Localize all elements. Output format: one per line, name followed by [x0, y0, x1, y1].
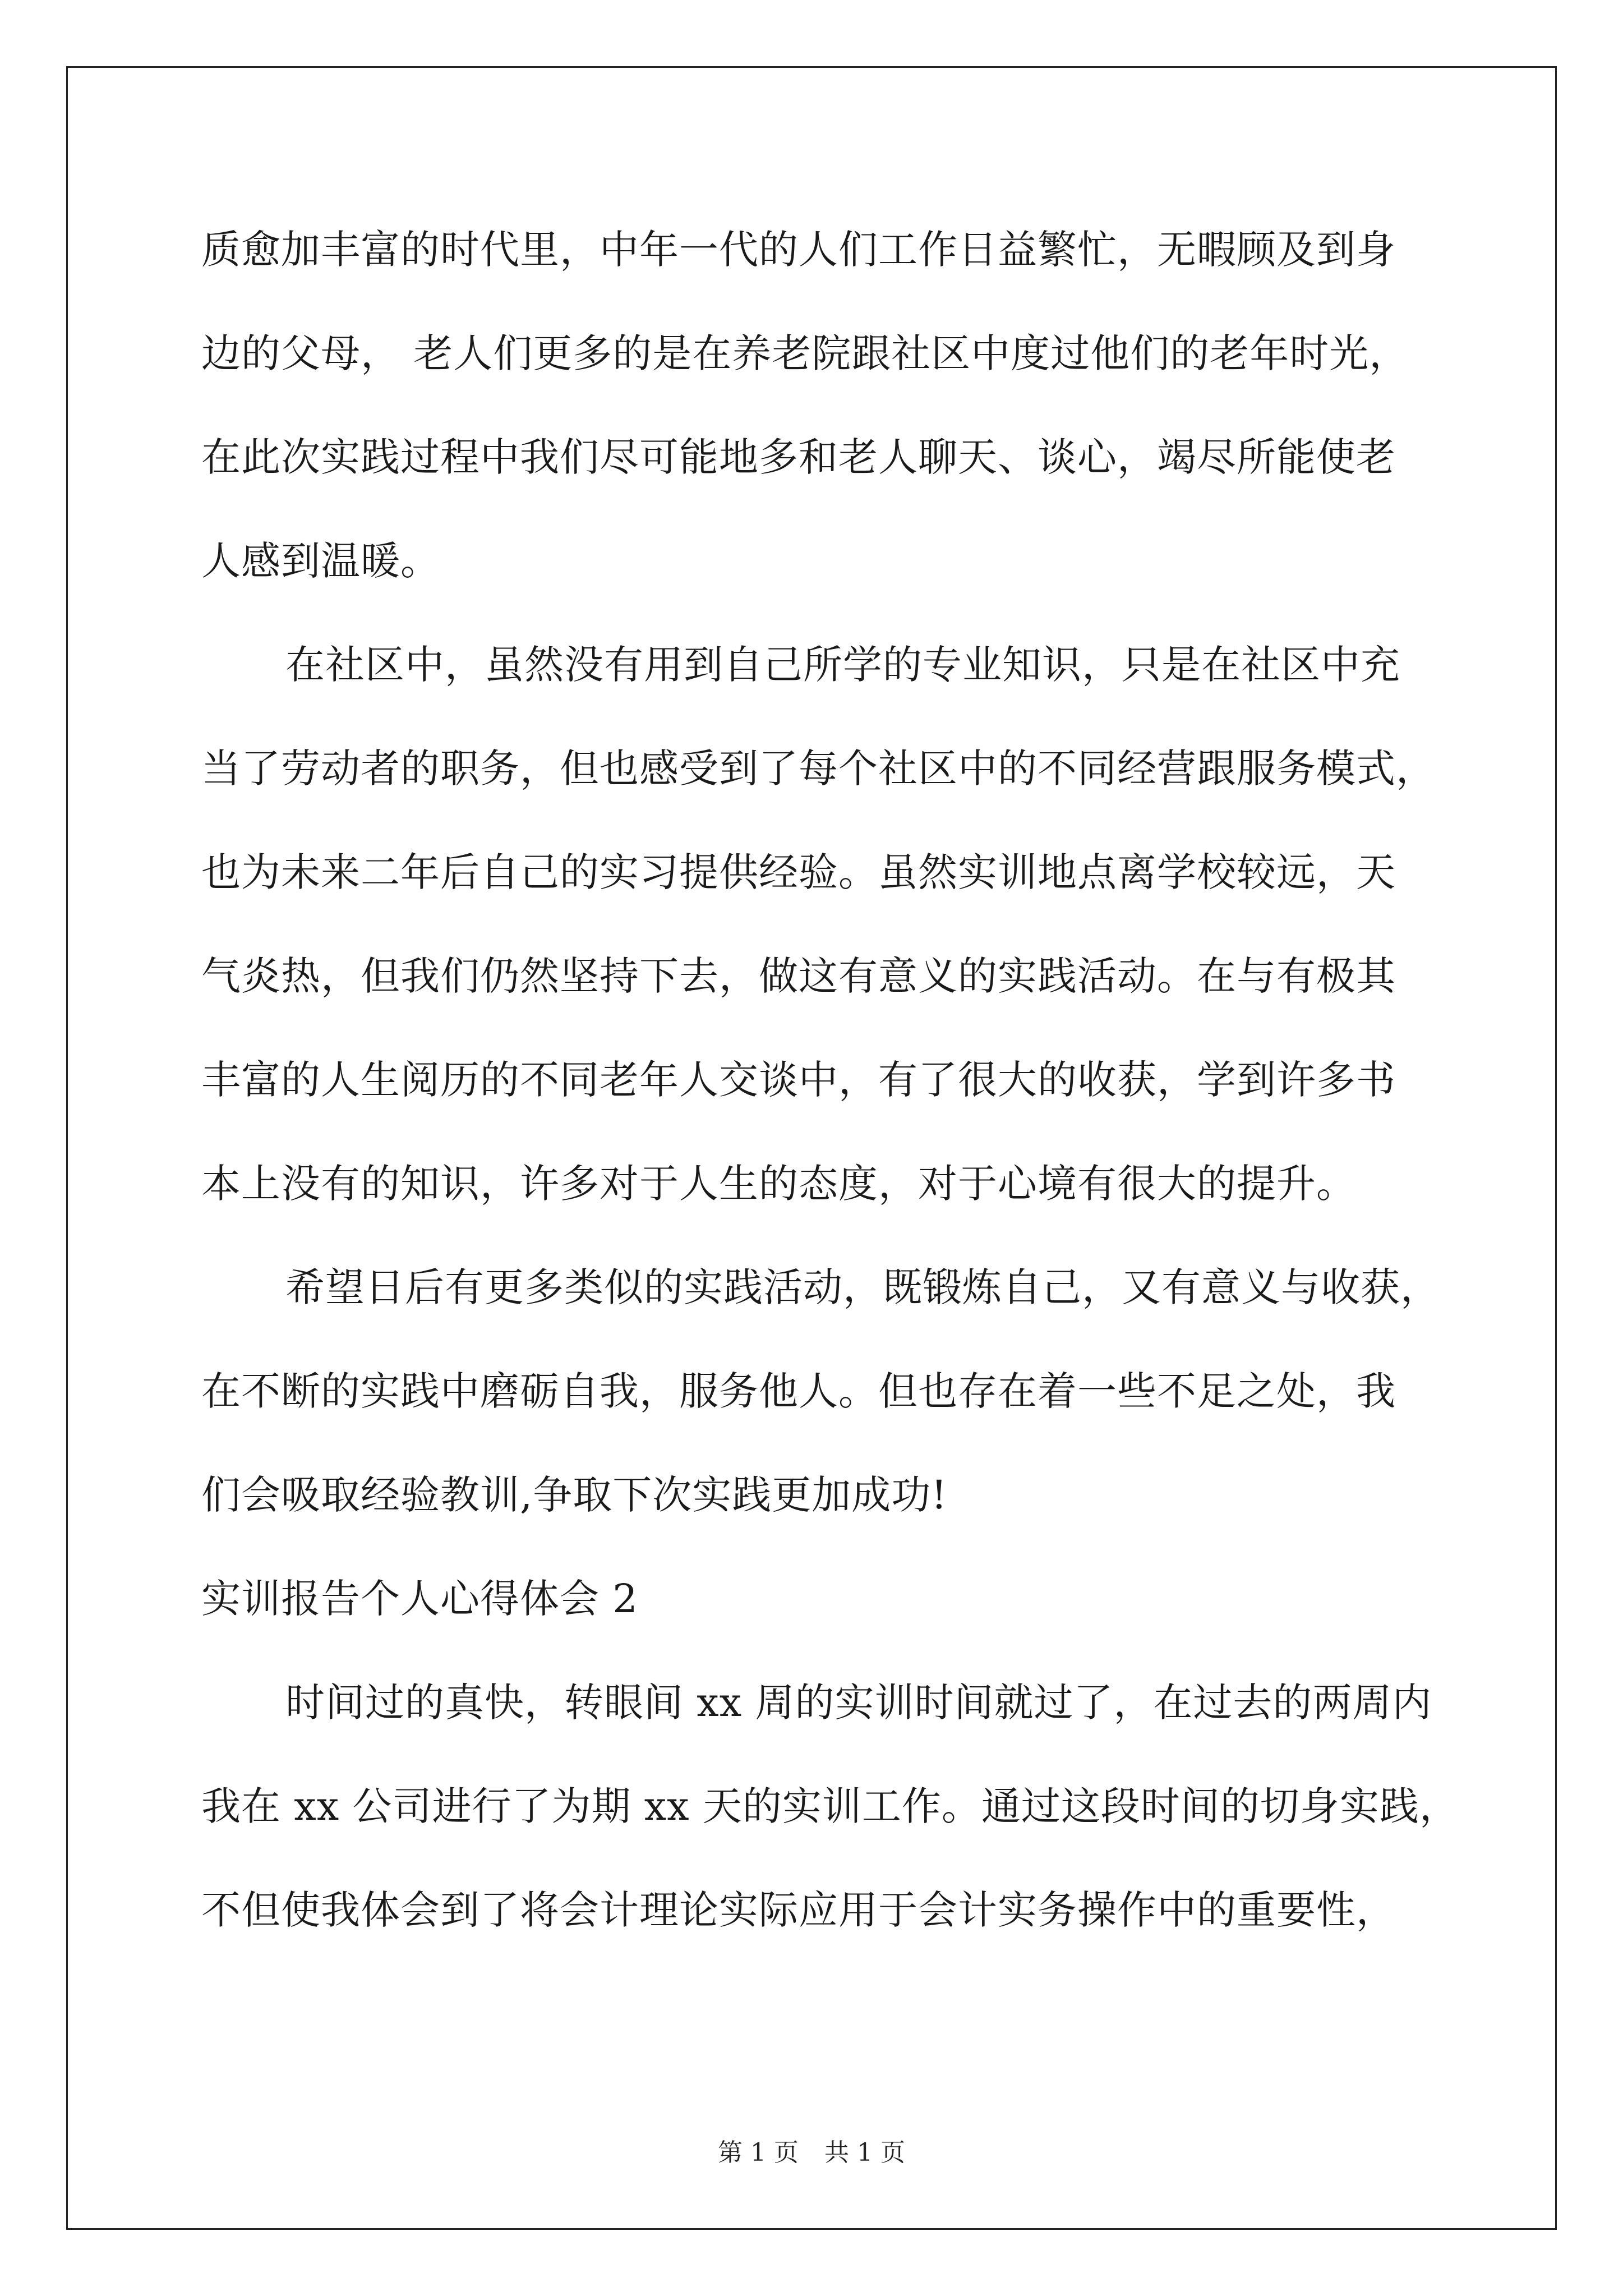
document-body [201, 216, 1459, 1980]
page-total: 共 1 页 [824, 2138, 905, 2167]
text-line-13: 们会吸取经验教训,争取下次实践更加成功! [201, 1472, 948, 1518]
text-line-8: 气炎热，但我们仍然坚持下去，做这有意义的实践活动。在与有极其 [201, 953, 1396, 999]
text-line-2: 边的父母， 老人们更多的是在养老院跟社区中度过他们的老年时光， [201, 330, 1409, 376]
text-line-5: 在社区中，虽然没有用到自己所学的专业知识，只是在社区中充 [285, 642, 1400, 688]
text-line-3: 在此次实践过程中我们尽可能地多和老人聊天、谈心，竭尽所能使老 [201, 434, 1396, 480]
page-footer [0, 2136, 1623, 2170]
page-number: 第 1 页 [718, 2138, 799, 2167]
text-line-12: 在不断的实践中磨砺自我，服务他人。但也存在着一些不足之处，我 [201, 1368, 1396, 1414]
text-line-11: 希望日后有更多类似的实践活动，既锻炼自己，又有意义与收获， [285, 1264, 1440, 1310]
text-line-15: 时间过的真快，转眼间 xx 周的实训时间就过了，在过去的两周内 [285, 1680, 1432, 1726]
text-line-7: 也为未来二年后自己的实习提供经验。虽然实训地点离学校较远，天 [201, 849, 1396, 895]
text-line-1: 质愈加丰富的时代里，中年一代的人们工作日益繁忙，无暇顾及到身 [201, 227, 1396, 273]
text-line-16: 我在 xx 公司进行了为期 xx 天的实训工作。通过这段时间的切身实践， [201, 1783, 1459, 1829]
text-line-10: 本上没有的知识，许多对于人生的态度，对于心境有很大的提升。 [201, 1161, 1356, 1207]
text-line-4: 人感到温暖。 [201, 538, 440, 584]
text-line-17: 不但使我体会到了将会计理论实际应用于会计实务操作中的重要性， [201, 1887, 1396, 1933]
section-heading: 实训报告个人心得体会 2 [201, 1576, 638, 1622]
text-line-9: 丰富的人生阅历的不同老年人交谈中，有了很大的收获，学到许多书 [201, 1057, 1396, 1103]
text-line-6: 当了劳动者的职务，但也感受到了每个社区中的不同经营跟服务模式， [201, 746, 1436, 792]
